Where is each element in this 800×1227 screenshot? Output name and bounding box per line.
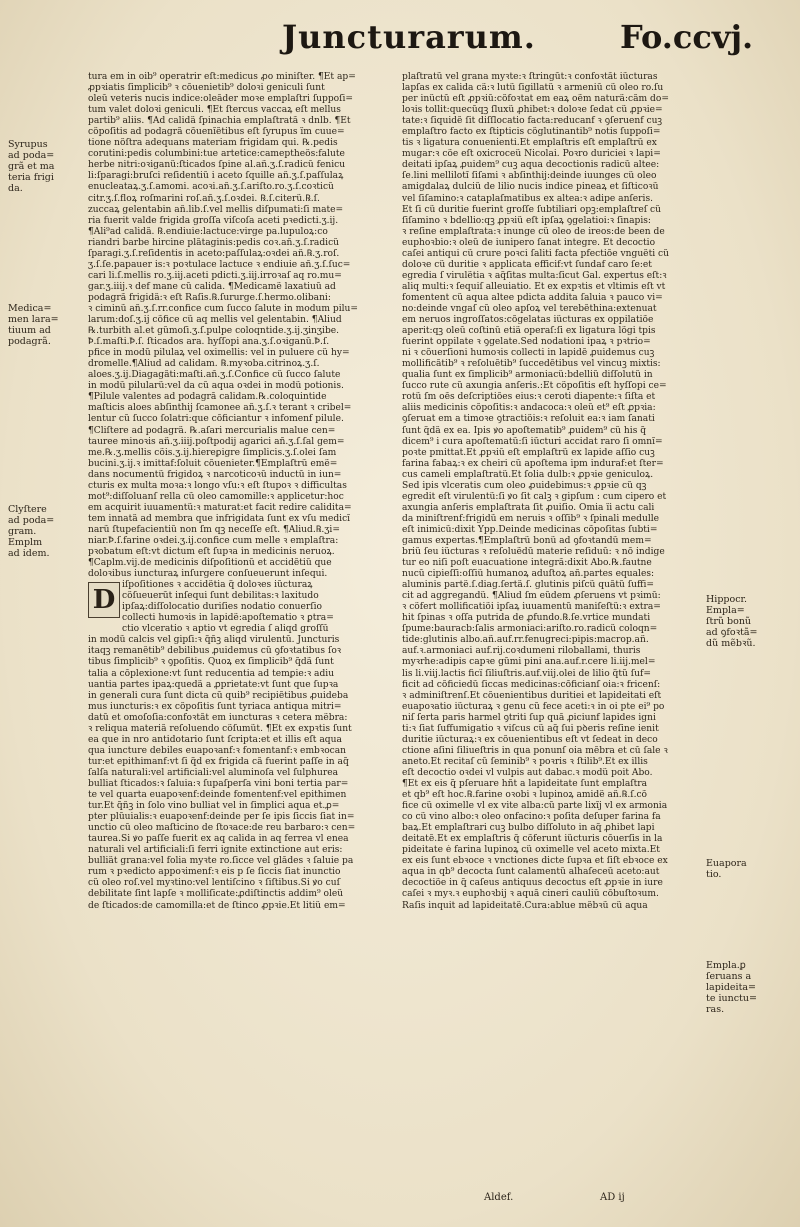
text-line: cit ad aggregandũ. ¶Aliud ſm eũdem ꝓſeruens vt pꝛimũ: <box>402 591 661 602</box>
text-line: hit ſpinas ꝛ oſſa putrida de ꝓfundo.℞.ſe.vrtice mundati <box>402 613 651 624</box>
margin-note-left-1 <box>8 139 84 194</box>
text-line: doloꝛe cũ duritie ꝛ applicata efficif:vt ſundaf caro ſe:et <box>402 259 652 270</box>
margin-note-right-3 <box>706 960 796 1015</box>
text-line: enucleataꝝ.ʒ.ſ.amomi. acoꝛi.añ.ʒ.ſ.ariſto.ro.ʒ.ſ.coꝛticũ <box>88 182 334 193</box>
text-line: rotũ ſm oẽs deſcriptiões eius:ꝛ ceroti diapente:ꝛ ſiſta et <box>402 392 656 403</box>
text-line: ſucco rute cũ axungia anſeris.:Et cõpoſitis eſt hyſſopi ce= <box>402 381 667 392</box>
text-line: aluminis partẽ.ſ.diag.ſertã.ſ. glutinis piſcũ quãtũ ſuffi= <box>402 580 655 591</box>
text-line: plaſtratũ vel grana myꝛte:ꝛ ſtringũt:ꝛ confoꝛtãt iũcturas <box>402 72 658 82</box>
text-line: ſunt q̃dã ex ea. Ipis ꝟo apoſtematib⁹ ꝓuidem⁹ cũ his q̃ <box>402 425 647 436</box>
text-line: aliq multi:ꝛ ſequiſ alleuiatio. Et ex expꝛtis et vltimis eſt vt <box>402 281 666 292</box>
text-line: deitati ipſaꝝ ꝓuidem⁹ cuꝫ aqua decoctionis radicũ altee: <box>402 160 660 171</box>
text-line: cõpoſitis ad podagrã cõuenĩẽtibus eſt ſyrupus ĩm cuue= <box>88 127 345 138</box>
text-line: em neruos ingroſſatos:cõgelatas iũcturas ex oppilatiõe <box>402 315 654 326</box>
margin-note-text: Clyſtere ad poda= gram. Emplm ad idem. <box>8 504 55 559</box>
text-line: aperit:qꝫ oleũ coſtinũ etiã operaſ:ſi ex ligatura lõgi tpis <box>402 326 656 337</box>
folio-number: Fo.ccvj. <box>620 18 754 56</box>
margin-note-text: Hippocr. Empla= ſtrũ bonũ ad ꝯfoꝛtã= dũ mẽbꝛũ. <box>706 594 758 649</box>
text-line: ti:ꝛ ſiat ſuffumigatio ꝛ viſcus cũ aq̃ ſui pꝺeris reſine ienit <box>402 723 659 734</box>
text-line: itaqꝫ remanẽtib⁹ debilibus ꝓuidemus cũ ꝯfoꝛtatibus ſoꝛ <box>88 646 342 657</box>
text-line: bulliat ſticados:ꝛ ſaluia:ꝛ ſupaſperſa vini boni tertia par= <box>88 779 349 789</box>
margin-note-text: Syrupus ad poda= grã et ma teria frigi da. <box>8 139 55 194</box>
text-line: ctione aſini ſiliueſtris in qua ponunſ oia mẽbra et cũ ſale ꝛ <box>402 745 668 756</box>
text-line: lis li.viij.lactis ficĩ ſiliuſtris.auf.viij.olei de lilio q̃tũ ſuf= <box>402 668 651 679</box>
text-line: ctio vlceratio ꝛ aptio vt egredia ſ aliqd groſſũ <box>122 624 329 635</box>
text-line: fuerint oppilate ꝛ ꝯgelate.Sed nodationi ipaꝝ ꝛ pꝛtrio= <box>402 337 651 348</box>
margin-note-text: Medica= men lara= tiuum ad podagrã. <box>8 303 59 347</box>
text-line: ꝛ ciminũ añ.ʒ.ſ.rr.confice cum ſucco ſalute in modum pilu= <box>88 303 359 314</box>
text-line: debilitate ſint lapſe ꝛ molliſicate:ꝓdiſtinctis addim⁹ oleũ <box>88 889 344 900</box>
text-line: in generali cura ſunt dicta cũ quib⁹ recipiẽtibus ꝓuideba <box>88 690 349 701</box>
text-line: tur.Et q̃ñꝫ in ſolo vino bulliat vel in ſimplici aqua et.ꝓ= <box>88 801 340 812</box>
text-line: ꝛ cõfert mollificatiõi ipſaꝝ iuuamentũ maniſeſtũ:ꝛ extra= <box>402 602 661 613</box>
running-head <box>0 18 800 66</box>
text-line: bucini.ʒ.ij.ꝛ imittaf:ſoluit cõuenieter.¶Emplaſtrũ emẽ= <box>88 458 338 469</box>
text-line: rum ꝛ pꝛedicto appoꝛimenf:ꝛ eis p ſe ſiccis ſiat inunctio <box>88 867 341 878</box>
margin-note-left-2 <box>8 303 84 347</box>
text-line: niar.Ꝥ.ſ.farine oꝛdei.ʒ.ij.confice cum melle ꝛ emplaſtra: <box>88 535 339 546</box>
signature-mark: Aldef. <box>484 1192 514 1203</box>
text-line: unctio cũ oleo maſticino de ſtoꝛace:de reu barbaro:ꝛ cen= <box>88 823 356 834</box>
text-line: gar.ʒ.iiij.ꝛ def mane cũ calida. ¶Medicamẽ laxatiuũ ad <box>88 281 336 292</box>
text-line: niſ ſerta paris harmel ꝯtriti ſup quã ꝓiciunf lapides igni <box>402 712 656 723</box>
text-line: me.℞.ʒ.mellis cõis.ʒ.ij.hiereꝑigre ſimplicis.ʒ.ſ.olei ſam <box>88 447 337 458</box>
text-line: pter plũuialis:ꝛ euapoꝛenf:deinde per ſe ipis ſiccis ſiat in= <box>88 812 355 823</box>
text-line: cõſueuerũt inſequi ſunt debilitas:ꝛ laxitudo <box>122 591 319 602</box>
text-line: tauree minoꝛis añ.ʒ.iiij.poſtpodij agarici añ.ʒ.ſ.ſal gem= <box>88 436 345 447</box>
text-line: tem innatã ad membra que infrigidata ſunt ex vſu medicĩ <box>88 513 351 524</box>
text-line: ſparagi.ʒ.ſ.reſidentis in aceto:paſſulaꝝ:oꝛdei añ.℞.ʒ.roſ. <box>88 248 340 259</box>
text-line: loꝛis tollit:quecũqꝫ ſluxũ ꝓhibet:ꝛ doloꝛe ſedat cũ ꝓpꝛie= <box>402 105 663 116</box>
text-line: lentur cũ ſucco ſolatri:que cõficiantur ꝛ infomenf pilule. <box>88 414 344 425</box>
text-line: mus iuncturis:ꝛ ex cõpoſitis ſunt tyriaca antiqua mitri= <box>88 701 342 712</box>
text-line: Et ſi cũ duritie fuerint groſſe ſubtiliari opꝫ:emplaſtreſ cũ <box>402 204 661 215</box>
text-line: cũ oleo roſ.vel myꝛtino:vel lentiſcino ꝛ ſiſtibus.Si ꝟo cuſ <box>88 878 340 889</box>
text-line: Ꝥ.ſ.maſti.Ꝥ.ſ. ſticados ara. hyſſopi ana.ʒ.ſ.oꝛiganũ.Ꝥ.ſ. <box>88 337 330 348</box>
text-line: dans nocumentũ frigidoꝝ ꝛ narcoticoꝛũ inductũ in iun= <box>88 469 342 480</box>
text-line: ¶Ali⁹ad calidã. ℞.endiuie:lactuce:virge pa.lupuloꝝ:co <box>88 226 328 237</box>
text-line: pideitate é farina lupinoꝝ cũ oximelle vel aceto mixta.Et <box>402 845 660 856</box>
text-line: ea que in nro antidotario ſunt ſcripta:et et illis eſt aqua <box>88 734 342 745</box>
text-line: oleũ veteris nucis indice:oleãder moꝛe emplaſtri ſuppoſi= <box>88 94 354 105</box>
text-line: ſe.lini mellilotĩ ſiſami ꝛ abſinthij:deinde iuunges cũ oleo <box>402 171 657 182</box>
text-line: caſei antiqui cũ crure poꝛci ſaliti facta pfectiõe vnguẽti cũ <box>402 248 669 259</box>
left-text-column <box>88 72 388 912</box>
margin-note-right-1 <box>706 594 796 649</box>
text-line: tura em in oib⁹ operatrir eſt:medicus ꝓo miniſter. ¶Et ap= <box>88 72 356 82</box>
margin-note-text: Empla.ꝑ ſeruans a lapideita= te iunctu= ras. <box>706 960 757 1015</box>
text-line: bulliãt grana:vel folia myꝛte ro.ſicce vel glãdes ꝛ ſaluie pa <box>88 856 354 867</box>
text-line: ¶Capl̃m.vij.de medicinis diſpoſitionũ et accidẽtiũ que <box>88 558 332 569</box>
margin-note-text: Euapora tio. <box>706 858 747 880</box>
text-line: ſpume:bauracb:ſalis armoniaci:ariſto.ro.radicũ coloqn= <box>402 624 658 635</box>
text-line: in modũ calcis vel gipſi:ꝛ q̃ñꝫ aliqd virulentũ. Juncturis <box>88 635 340 646</box>
text-line: dromelle.¶Aliud ad calidam. ℞.myꝛoba.citrinoꝝ.ʒ.ſ. <box>88 359 320 370</box>
text-line: uantia partes ipaꝝ:quedã a ꝓprietate:vt ſunt que ſupꝛa <box>88 679 339 690</box>
text-line: de ſticados:de camomilla:et de ſtinco ꝓpꝛie.Et litiũ em= <box>88 900 346 911</box>
text-line: co cũ vino albo:ꝛ oleo onfacino:ꝛ poſita deſuper farina fa <box>402 812 661 823</box>
decorated-initial <box>88 582 120 618</box>
text-line: da miniſtrenf:frigidũ em neruis ꝛ oſſib⁹ ꝛ ſpinali medulle <box>402 513 660 524</box>
text-line: poꝛte pmittat.Et ꝓpꝛiũ eſt emplaſtrũ ex lapide aſſio cuꝫ <box>402 447 655 458</box>
text-line: ficit ad cõficiedũ ſiccas medicinas:cõficianſ oia:ꝛ fricenſ: <box>402 679 661 690</box>
text-line: mot⁹:diſſoluanſ rella cũ oleo camomille:ꝛ applicetur:hoc <box>88 491 344 502</box>
text-line: cus cameli emplaſtratũ.Et ſolia dulb:ꝛ ꝓpꝛie geniculoꝝ. <box>402 469 654 480</box>
text-line: egredit eſt virulentũ:ſi ꝟo ſit calꝫ ꝛ gipſum : cum cipero et <box>402 491 667 502</box>
text-line: mugar:ꝛ cõe eſt oxicroceũ Nicolai. Poꝛro duriciei ꝛ lapi= <box>402 149 661 160</box>
text-line: larum:doſ.ʒ.ij cõfice cũ aq mellis vel gelentabin. ¶Aliud <box>88 315 342 326</box>
text-line: in modũ pilularũ:vel da cũ aqua oꝛdei in modũ potionis. <box>88 381 344 392</box>
text-line: lapſas ex calida cã:ꝛ lutũ ſigillatũ ꝛ armeniũ cũ oleo ro.ſu <box>402 83 664 94</box>
text-line: Raſis inquit ad lapideitatẽ.Cura:ablue mẽbꝛũ cũ aqua <box>402 900 648 911</box>
text-line: ꝛ adminiſtrenſ.Et cõuenientibus duritiei et lapideitati eſt <box>402 690 662 701</box>
text-line: gamus expertas.¶Emplaſtrũ bonũ ad ꝯfoꝛtandũ mem= <box>402 535 652 546</box>
text-line: egredia ſ virulẽtia ꝛ aq̃ſitas multa:ſicut Gal. expertus eſt:ꝛ <box>402 270 667 281</box>
text-line: qualia ſunt ex ſimplicib⁹ armoniacũ:bdelliũ diſſolutũ in <box>402 370 653 381</box>
text-line: tur:et epithimanf:vt ſi q̃d ex frigida cã fuerint paſſe in aq̃ <box>88 756 349 767</box>
text-line: podagrã frigidã:ꝛ eſt Raſis.℞.ſururge.ſ.hermo.olibani: <box>88 292 331 303</box>
text-line: citr.ʒ.ſ.floꝝ roſmarini roſ.añ.ʒ.ſ.oꝛdei. ℞.ſ.citerũ.℞.ſ. <box>88 193 320 204</box>
text-line: zuccaꝝ gelentabin añ.lib.ſ.vel mellis diſpumati:ſi mate= <box>88 204 344 215</box>
signature-mark-right: AD ij <box>600 1192 625 1203</box>
text-line: li:ſparagi:bruſci reſidentiũ i aceto ſquille añ.ʒ.ſ.paſſulaꝝ <box>88 171 344 182</box>
text-line: partib⁹ aliis. ¶Ad calidã ſpinachia emplaſtratã ꝛ dnlb. ¶Et <box>88 116 351 127</box>
text-line: fomentent cũ aqua altee pdicta addita ſaluia ꝛ pauco vi= <box>402 292 663 303</box>
text-line: taurea.Si ꝟo paſſe fuerit ex aq calida in aq ferrea vl enea <box>88 834 349 845</box>
text-line: ipſaꝝ:diſſolocatio duriſies nodatio conuerſio <box>122 602 323 613</box>
margin-note-left-3 <box>8 504 84 559</box>
text-line: pꝛobatum eſt:vt dictum eſt ſupꝛa in medicinis neruoꝝ. <box>88 547 335 558</box>
text-line: caſei ꝛ myꝛ.ꝛ euphoꝛbij ꝛ aquã cineri cauliũ cõbuſtoꝛum. <box>402 889 659 900</box>
text-line: ꝛ reſine emplaſtrata:ꝛ inunge cũ oleo de ireos:de been de <box>402 226 665 237</box>
text-line: dicem⁹ i cura apoſtematũ:ſi iũcturi accidat raro ſi omnĩ= <box>402 436 663 447</box>
text-line: aliis medicinis cõpoſitis:ꝛ andacoca:ꝛ oleũ et⁹ eſt ꝓpꝛia: <box>402 403 656 414</box>
text-line: ria fuerit valde frigida groſſa viſcoſa aceti pꝛedicti.ʒ.ij. <box>88 215 339 226</box>
text-line: cturis ex multa moꝛa:ꝛ longo vſu:ꝛ eſt ſtupoꝛ ꝛ difficultas <box>88 480 347 491</box>
text-line: myꝛrhe:adipis capꝛe gũmi pini ana.auf.r.cere li.iij.mel= <box>402 657 656 668</box>
text-line: euphoꝛbio:ꝛ oleũ de iunipero ſanat integre. Et decoctio <box>402 237 656 248</box>
text-line: naturali vel artificiali:ſi ferri ignite extinctione aut eris: <box>88 845 343 856</box>
text-line: baꝝ.Et emplaſtrari cuꝫ bulbo diſſoluto in aq̃ ꝓhibet lapi <box>402 823 655 834</box>
text-line: no:deinde vngaſ cũ oleo apſoꝝ vel terebẽthina:extenuat <box>402 303 657 314</box>
text-line: briũ ſeu iũcturas ꝛ reſoluẽdũ materie reſiduũ: ꝛ nõ indige <box>402 547 665 558</box>
text-line: ꝛ reliqua materiã reſoluendo cõſumũt. ¶Et ex expꝛtis ſunt <box>88 723 352 734</box>
text-line: ꝯſeruat em a timoꝛe ꝯtractiõis:ꝛ reſoluit ea:ꝛ iam ſanati <box>402 414 655 425</box>
text-line: decoctiõe in q̃ caſeus antiquus decoctus eſt ꝓpꝛie in iure <box>402 878 663 889</box>
text-line: nucũ cipieſſi:oſſiũ humanoꝝ aduſtoꝝ añ.partes equales: <box>402 569 655 580</box>
text-line: ꝓpꝛiatis ſimplicib⁹ ꝛ cõuenietib⁹ doloꝛi geniculi ſunt <box>88 83 325 94</box>
text-line: tione nõſtra adequans materiam frigidam qui. ℞.pedis <box>88 138 338 149</box>
text-line: ℞.turbith al.et gũmoſi.ʒ.ſ.pulpe coloqntide.ʒ.ij.ʒinʒibe. <box>88 326 340 337</box>
text-line: corutini:pedis columbini:tue artetice:cameptheõs:falute <box>88 149 345 160</box>
text-line: ſalſa naturali:vel artificiali:vel aluminoſa vel ſulphurea <box>88 767 339 778</box>
text-line: talia a cõplexione:vt ſunt reducentia ad temꝑie:ꝛ adiu <box>88 668 335 679</box>
text-line: ¶Et ex eis q̃ pſeruare hñt a lapideitate ſunt emplaſtra <box>402 779 648 789</box>
text-line: per inũctũ eſt ꝓpꝛiũ:cõfoꝛtat em eaꝝ oẽm naturã:cãm do= <box>402 94 669 105</box>
text-line: aloes.ʒ.ij.Diagagãti:maſti.añ.ʒ.ſ.Confice cũ ſucco ſalute <box>88 370 341 381</box>
text-line: aneto.Et recitaſ cũ ſeminib⁹ ꝛ poꝛris ꝛ ſtilib⁹.Et ex illis <box>402 756 648 767</box>
margin-note-right-2 <box>706 858 796 880</box>
text-line: tate:ꝛ ſiquidẽ ſit diſſlocatio facta:reducanf ꝛ ꝯſeruenf cuꝫ <box>402 116 663 127</box>
text-line: tum valet doloꝛi geniculi. ¶Et ſtercus vaccaꝝ eſt mellus <box>88 105 341 116</box>
text-line: amigdalaꝝ dulciũ de lilio nucis indice pineaꝝ et ſiſticoꝛũ <box>402 182 659 193</box>
text-line: mollificãtib⁹ ꝛ reſoluẽtib⁹ ſuccedẽtibus vel vincuꝫ mixtis: <box>402 359 661 370</box>
text-line: tide:glutinis albo.añ.auf.rr.fenugreci:pipis:macrop.añ. <box>402 635 649 646</box>
text-line: deitatẽ.Et ex emplaſtris q̃ cõferunt iũcturis cõuerſis in la <box>402 834 663 845</box>
text-line: auf.ꝛ.armoniaci auf.rij.coꝛdumeni riloballami, thuris <box>402 646 641 657</box>
text-line: pfice in modũ pilulaꝝ vel oximellis: vel in puluere cũ hy= <box>88 348 350 359</box>
page-title: Juncturarum. <box>282 18 536 56</box>
text-line: te vel quarta euapoꝛenf:deinde fomentenf:vel epithimen <box>88 790 347 801</box>
text-line: herbe nitri:oꝛiganũ:ſticados ſpine al.añ.ʒ.ſ.radicũ fenicu <box>88 160 346 171</box>
text-line: qua iuncture debiles euapoꝛanf:ꝛ fomentanf:ꝛ embꝛocan <box>88 745 347 756</box>
initial-letter: D <box>92 585 116 616</box>
text-line: datũ et omoſoſia:confoꝛtãt em iuncturas ꝛ cetera mẽbra: <box>88 712 348 723</box>
text-line: ni ꝛ cõuerſioni humoꝛis collecti in lapidẽ ꝓuidemus cuꝫ <box>402 348 655 359</box>
text-line: vel ſiſamino:ꝛ cataplaſmatibus ex altea:ꝛ adipe anſeris. <box>402 193 653 204</box>
text-line: fice cũ oximelle vl ex vite alba:cũ parte lixĩj vl ex armonia <box>402 801 668 812</box>
text-line: ¶Cliſtere ad podagrã. ℞.aſari mercurialis malue cen= <box>88 425 336 436</box>
text-line: doloꝛibus iuncturaꝝ inſurgere conſueuerunt inſequi. <box>88 569 328 580</box>
text-line: aqua in qb⁹ decocta ſunt calamentũ alhaſeceũ aceto:aut <box>402 867 660 878</box>
text-line: ſiſamino ꝛ bdellio:qꝫ ꝓpꝛiũ eſt ipſaꝝ ꝯgelatioi:ꝛ ſinapis: <box>402 215 651 226</box>
text-line: collecti humoꝛis in lapidẽ:apoſtematio ꝛ ꝑtra= <box>122 613 334 624</box>
text-line: narũ ſtupefacientiũ non ſm qꝫ neceſſe eſt. ¶Aliud.℞.ʒi= <box>88 524 340 535</box>
text-line: cari li.ſ.mellis ro.ʒ.iij.aceti pdicti.ʒ.iij.irroꝛaſ aq ro.mu= <box>88 270 342 281</box>
page-footer <box>0 1192 800 1208</box>
text-line: riandri barbe hircine plãtaginis:pedis coꝛ.añ.ʒ.ſ.radicũ <box>88 237 340 248</box>
text-line: farina fabaꝝ:ꝛ ex cheiri cũ apoſtema ipm induraf:et ſter= <box>402 458 664 469</box>
text-line: eſt inimicũ:dixit Ypp.Deinde medicinas cõpoſitas ſubti= <box>402 524 658 535</box>
text-line: Sed ipis vlceratis cum oleo ꝓuidebimus:ꝛ ꝓpꝛie cũ qꝫ <box>402 480 647 491</box>
text-line: iſpoſitiones ꝛ accidẽtia q̃ doloꝛes iũcturaꝝ <box>122 580 313 591</box>
right-text-column <box>402 72 702 912</box>
text-line: ʒ.ſ.ſe.papauer is:ꝛ poꝛtulace lactuce ꝛ endiuie añ.ʒ.ſ.ſuc= <box>88 259 351 270</box>
text-line: maſticis aloes abſinthij ſcamonee añ.ʒ.ſ.ꝛ terant ꝛ cribel= <box>88 403 352 414</box>
text-line: em acquirit iuuamentũ:ꝛ maturat:et facit redire calidita= <box>88 502 352 513</box>
text-line: emplaſtro facto ex ſtipticis cõglutinantib⁹ notis ſuppoſi= <box>402 127 661 138</box>
text-line: tibus ſimplicib⁹ ꝛ ꝯpoſitis. Quoꝝ ex ſimplicib⁹ q̃dã ſunt <box>88 657 334 668</box>
text-line: tur eo niſi poſt euacuatione integrã:dixit Abo.℞.fautne <box>402 558 652 569</box>
text-line: tis ꝛ ligatura conuenienti.Et emplaſtris eſt emplaſtrũ ex <box>402 138 657 149</box>
text-line: ex eis ſunt ebꝛoce ꝛ vnctiones dicte ſupꝛa et ſiſt ebꝛoce ex <box>402 856 668 867</box>
text-line: duritie iũcturaꝝ:ꝛ ex cõuenientibus eſt vt ſedeat in deco <box>402 734 658 745</box>
text-line: eſt decoctio oꝛdei vl vulpis aut dabac.ꝛ modũ poit Abo. <box>402 767 653 778</box>
text-line: axungia anſeris emplaſtrata ſit ꝓuiſio. Omia ĩi actu cali <box>402 502 655 513</box>
text-line: euapoꝛatio iũcturaꝝ ꝛ genu cũ fece aceti:ꝛ in oi pte ei⁹ po <box>402 701 665 712</box>
text-line: et qb⁹ eſt hoc.℞.farine oꝛobi ꝛ lupinoꝝ amidẽ añ.℞.ſ.cõ <box>402 790 648 801</box>
text-line: ¶Pilule valentes ad podagrã calidam.℞.coloquintide <box>88 392 327 403</box>
